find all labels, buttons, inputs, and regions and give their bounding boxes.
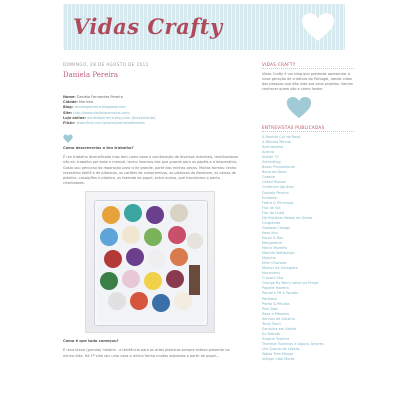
button-bag-image [94, 200, 208, 326]
buttons-illustration [95, 201, 207, 325]
sidebar-link[interactable]: Susano Teixeira [262, 336, 290, 341]
sidebar-link[interactable]: Flor de Sol [262, 205, 281, 210]
sidebar-link[interactable]: Nimi Chocolat [262, 261, 287, 266]
blog-header [63, 4, 345, 50]
sidebar-link[interactable]: Bona de Bona [262, 170, 287, 175]
sidebar-link[interactable]: Tecin Tecin [262, 321, 281, 326]
sidebar-link[interactable]: Therese: Bonecas e Alguns Amores [262, 341, 324, 346]
sidebar-link[interactable]: Orange By Barry salvo od Prega [262, 281, 318, 286]
info-label: Blog: [63, 105, 74, 110]
sidebar-link[interactable]: Cesari Bonsai [262, 180, 286, 185]
info-label: Nome: [63, 95, 76, 99]
sidebar-link[interactable]: Pardal e Pé à Pocado [262, 291, 299, 296]
sidebar-link[interactable]: Serendilog [262, 160, 281, 165]
info-value: Daniela Fernandes Pereira [76, 95, 123, 99]
sidebar-link[interactable]: Gostosa Crewgir [262, 225, 291, 230]
sidebar-link[interactable]: Margareida [262, 240, 282, 245]
post-date: DOMINGO, 28 DE AGOSTO DE 2011 [63, 62, 149, 67]
sidebar-link[interactable]: Kaulo & Ron [262, 235, 284, 240]
sidebar-link[interactable]: Matilde Waldborgo [262, 251, 295, 256]
post-photo[interactable] [85, 191, 215, 333]
info-label: Cidade: [63, 100, 78, 105]
info-label: Site: [63, 110, 73, 115]
sidebar-heading-about: VIDAS CRAFTY [262, 62, 354, 69]
sidebar-link[interactable]: Martir Morelhs [262, 246, 288, 251]
sidebar-link[interactable]: Bazar Pimpampum [262, 165, 296, 170]
info-link-shop[interactable]: danielaperreira.etsy.com (brevemente) [87, 115, 156, 120]
info-label: Loja online: [63, 115, 86, 120]
sidebar-heading-interviews: ENTREVISTAS PUBLICADAS [262, 125, 354, 132]
sidebar-heart-icon [286, 96, 312, 119]
sidebar-link[interactable]: Peribose [262, 296, 277, 301]
info-link-flickr[interactable]: www.flickr.com/photos/danieladetalhes [76, 121, 145, 126]
sidebar-link[interactable]: Eu Retrato [262, 331, 281, 336]
sidebar-link[interactable]: Há Histórias Bebas de Gema [262, 215, 313, 220]
sidebar-link[interactable]: Flor do Lisbó [262, 210, 285, 215]
sidebar-link[interactable]: Watta Trea Mouse [262, 352, 294, 357]
sidebar-link[interactable]: Pierto & Pérolas [262, 301, 290, 306]
sidebar-link[interactable]: Pink Bow [262, 306, 278, 311]
blog-title[interactable]: Vidas Crafty [73, 14, 223, 39]
sidebar-link[interactable]: Rosa e Mboolas [262, 311, 290, 316]
sidebar-link[interactable]: Mulher de Gemgibre [262, 266, 298, 271]
info-link-blog[interactable]: danielaperreira.blogspot.com [74, 105, 126, 110]
sidebar-link[interactable]: Atelier 37 [262, 155, 279, 160]
info-row-flickr [63, 121, 241, 126]
sidebar-link[interactable]: Gingtendo [262, 220, 281, 225]
interview-question: Como descreverias o teu trabalho? [63, 146, 134, 151]
post-title[interactable]: Daniela Pereira [63, 71, 119, 79]
sidebar-link[interactable]: Santinha em Atelier [262, 326, 297, 331]
sidebar [262, 62, 354, 362]
sidebar-link[interactable]: Sonhos de Gonilha [262, 316, 295, 321]
info-value: Marinha [79, 100, 94, 105]
sidebar-link[interactable]: A Menina Minnie [262, 140, 291, 145]
sidebar-link[interactable]: Emibenn [262, 195, 278, 200]
sidebar-link[interactable]: Papelle Moreira [262, 286, 289, 291]
heart-icon [301, 12, 335, 42]
interview-answer-2: É uma breve (grande) história - a tendência para os artes plásticas sempre esteve presente na minha vida. Há 1ª vida seu uma casa a minha forma muitas adorados a partir de papel... [63, 348, 230, 358]
sidebar-link[interactable]: Cerâmica Agulhas [262, 185, 294, 190]
sidebar-link[interactable]: Acervorama [262, 145, 284, 150]
sidebar-link[interactable]: Mojinho [262, 256, 276, 261]
interview-links-list [262, 135, 354, 362]
small-heart-icon [63, 134, 73, 143]
sidebar-link[interactable]: Daniela Pereira [262, 190, 289, 195]
info-label: Flickr: [63, 121, 76, 126]
sidebar-link[interactable]: O Acorn Viol [262, 276, 284, 281]
interview-question-2: Como é que tudo começou? [63, 339, 119, 344]
sidebar-link[interactable]: Acerva [262, 150, 275, 155]
post-column [63, 62, 241, 359]
info-link-site[interactable]: http://www.danielaperreira.com/ [73, 110, 130, 115]
sidebar-link[interactable]: Feltra & Princesas [262, 200, 294, 205]
sidebar-link[interactable]: Cabelle [262, 175, 276, 180]
sidebar-link[interactable]: A Bonitta Cor de Rosa [262, 135, 301, 139]
sidebar-link[interactable]: Nocanimis [262, 271, 281, 276]
interview-answer: É um trabalho diversificado mas tem como base a combinação de diversos materiais, reutilizadores não só, trabalho por base e manual, tenho imensos dos que guarda para os papéis e o desperdício. Gosto sou percurso do reparação para criar grande, porte das minhas peças. Muitas formas: tenho revestirdo ateliê e de plásticos, os cartões de compromisso, os plásticos do Bombom, os caixas de plástico, casais/fles e plástico, os fazenda do papel, entre outros, que transformo o ponto criatividade. [63, 155, 239, 186]
sidebar-link[interactable]: Vidigor Vital Morta [262, 357, 295, 362]
post-info [63, 95, 241, 126]
sidebar-link[interactable]: Kees Kou [262, 230, 278, 235]
sidebar-link[interactable]: Um Quarto de Lássas [262, 346, 300, 351]
sidebar-about-text: Vidas Crafty é um blog que pretende apresentar a nova geração de criativos do Portugal, dando vidas das pessoas que dão vida aos seus projetos. Vamos conhecer quem são e como fazem. [262, 72, 353, 91]
